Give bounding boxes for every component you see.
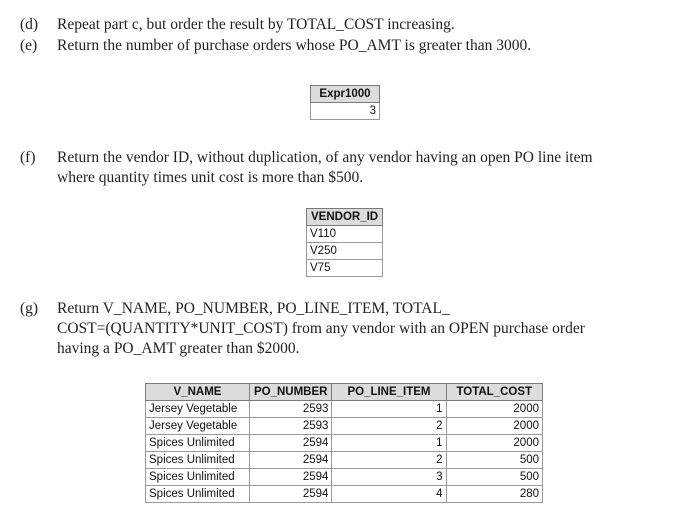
question-e-label: (e)	[20, 37, 38, 54]
table-row	[146, 469, 543, 486]
table-row	[146, 452, 543, 469]
po-line-item-cell: 2	[332, 452, 446, 469]
po-line-item-cell: 4	[332, 486, 446, 503]
question-f-line2: where quantity times unit cost is more than $500.	[57, 169, 364, 186]
question-e-text: Return the number of purchase orders whose PO_AMT is greater than 3000.	[57, 37, 532, 54]
question-f-line1: Return the vendor ID, without duplication, of any vendor having an open PO line item	[57, 149, 593, 166]
v-name-cell: Jersey Vegetable	[146, 418, 250, 435]
po-result-table	[145, 383, 543, 503]
vendor-id-header: VENDOR_ID	[307, 209, 383, 226]
v-name-cell: Spices Unlimited	[146, 435, 250, 452]
total-cost-cell: 2000	[446, 418, 543, 435]
col-header-v-name: V_NAME	[146, 384, 250, 401]
total-cost-cell: 2000	[446, 401, 543, 418]
po-line-item-cell: 1	[332, 435, 446, 452]
po-line-item-cell: 2	[332, 418, 446, 435]
table-row	[307, 243, 383, 260]
po-number-cell: 2594	[249, 452, 331, 469]
question-f	[20, 148, 660, 188]
question-g-line1: Return V_NAME, PO_NUMBER, PO_LINE_ITEM, TOTAL_	[57, 300, 450, 317]
total-cost-cell: 500	[446, 452, 543, 469]
vendor-id-cell: V110	[307, 226, 383, 243]
total-cost-cell: 280	[446, 486, 543, 503]
table-row	[146, 418, 543, 435]
po-number-cell: 2594	[249, 486, 331, 503]
po-line-item-cell: 3	[332, 469, 446, 486]
col-header-po-number: PO_NUMBER	[249, 384, 331, 401]
question-d-label: (d)	[20, 16, 39, 33]
po-number-cell: 2593	[249, 418, 331, 435]
question-g-line3: having a PO_AMT greater than $2000.	[57, 340, 300, 357]
question-g	[20, 299, 660, 359]
col-header-total-cost: TOTAL_COST	[446, 384, 543, 401]
col-header-po-line-item: PO_LINE_ITEM	[332, 384, 446, 401]
po-number-cell: 2594	[249, 469, 331, 486]
v-name-cell: Spices Unlimited	[146, 486, 250, 503]
v-name-cell: Jersey Vegetable	[146, 401, 250, 418]
table-row	[146, 401, 543, 418]
question-f-label: (f)	[20, 149, 36, 166]
question-g-label: (g)	[20, 300, 39, 317]
po-number-cell: 2594	[249, 435, 331, 452]
question-g-line2: COST=(QUANTITY*UNIT_COST) from any vendor with an OPEN purchase order	[57, 320, 585, 337]
expr-value-cell: 3	[311, 103, 380, 120]
po-number-cell: 2593	[249, 401, 331, 418]
vendor-id-table	[306, 208, 383, 277]
table-row	[307, 260, 383, 277]
v-name-cell: Spices Unlimited	[146, 452, 250, 469]
po-line-item-cell: 1	[332, 401, 446, 418]
question-d-text: Repeat part c, but order the result by TOTAL_COST increasing.	[57, 16, 455, 33]
question-d	[20, 15, 660, 35]
v-name-cell: Spices Unlimited	[146, 469, 250, 486]
total-cost-cell: 500	[446, 469, 543, 486]
vendor-id-cell: V75	[307, 260, 383, 277]
total-cost-cell: 2000	[446, 435, 543, 452]
table-row	[146, 435, 543, 452]
table-row	[307, 226, 383, 243]
expr-result-table	[310, 85, 380, 120]
vendor-id-cell: V250	[307, 243, 383, 260]
question-e	[20, 36, 660, 56]
expr-header: Expr1000	[311, 86, 380, 103]
table-row	[146, 486, 543, 503]
